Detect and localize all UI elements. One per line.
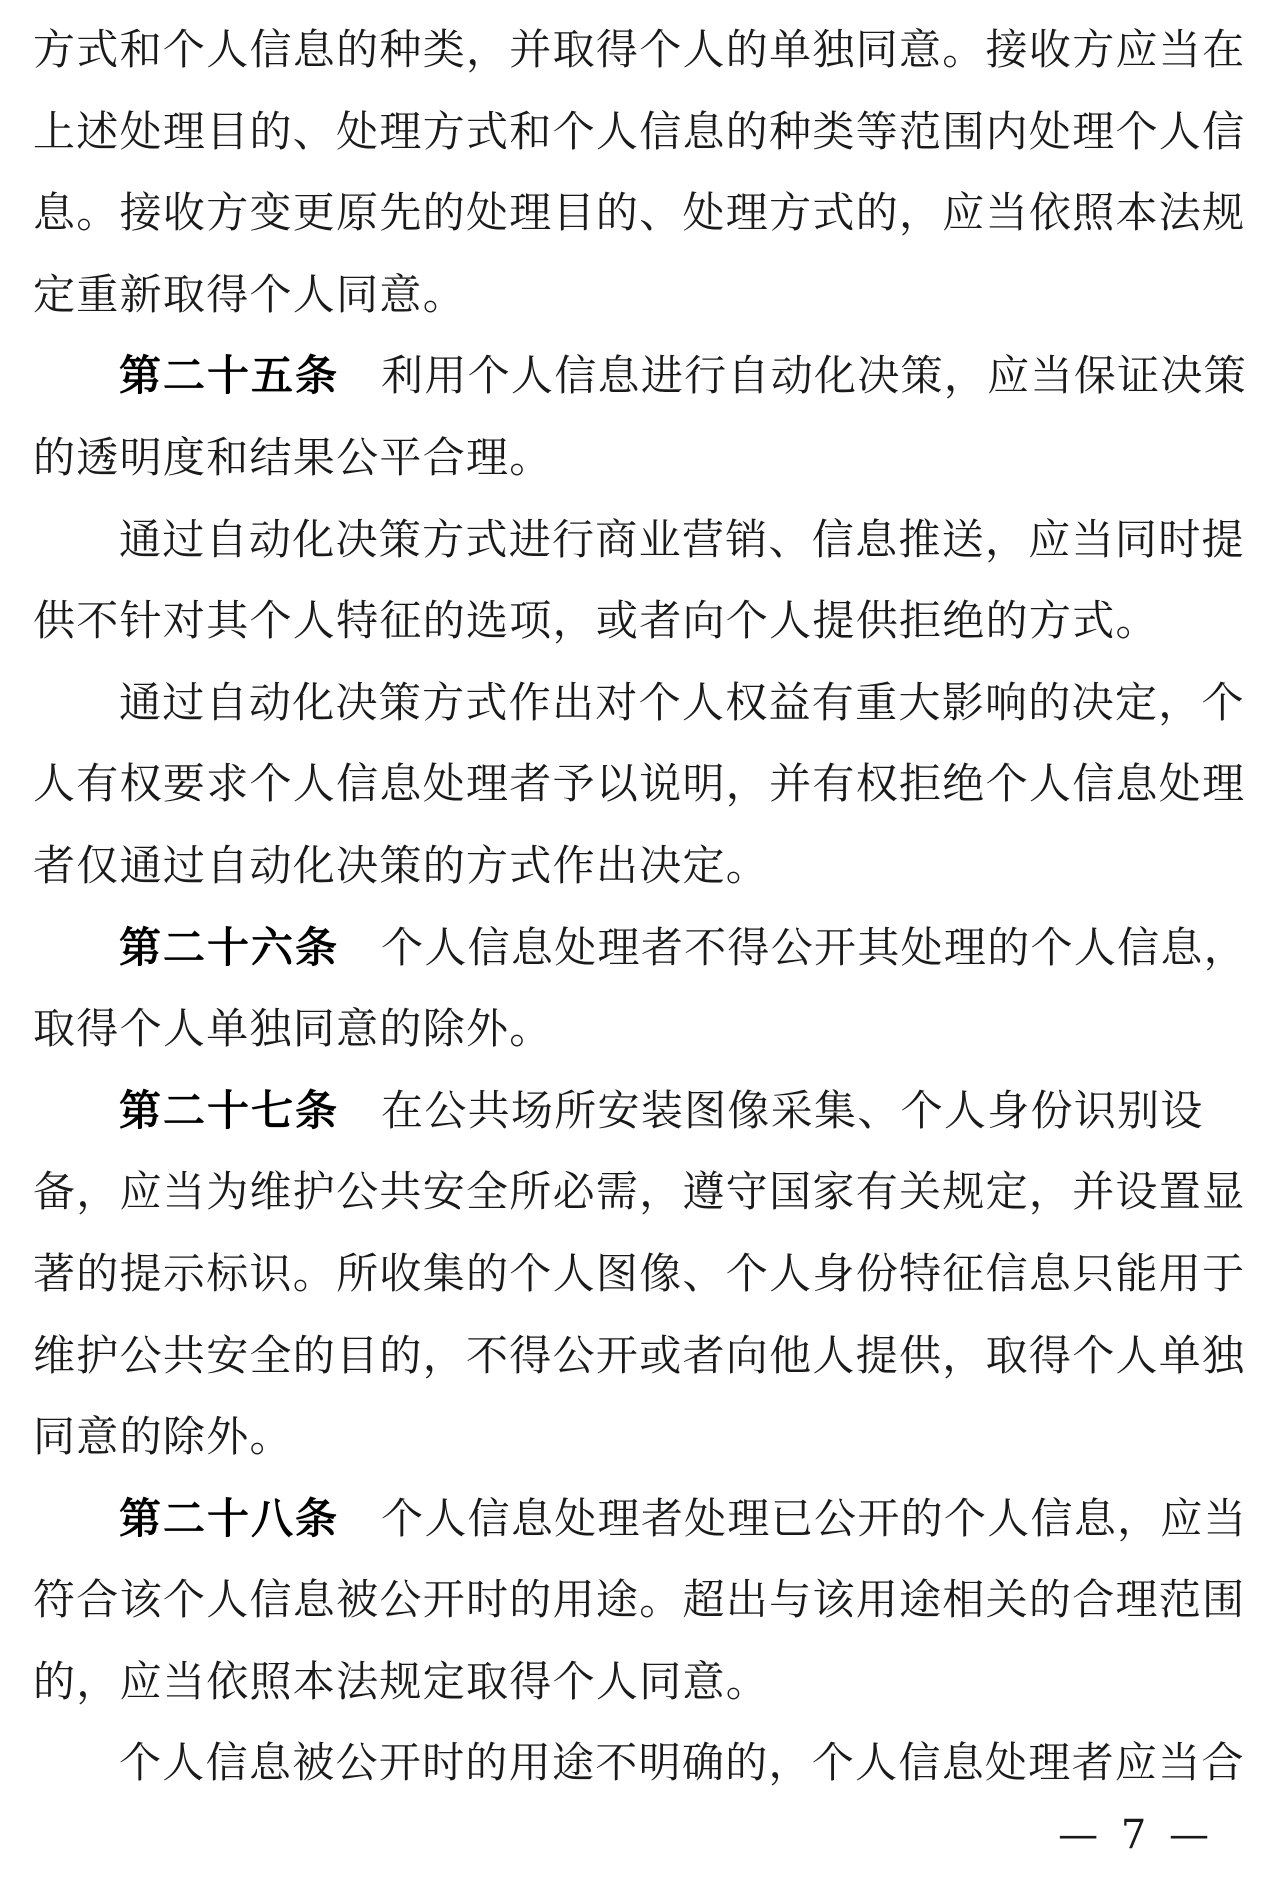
text-line xyxy=(33,1559,1245,1641)
line-text: 利用个人信息进行自动化决策，应当保证决策 xyxy=(381,351,1248,401)
text-line xyxy=(33,907,1248,989)
page-footer xyxy=(1058,1812,1214,1858)
text-line xyxy=(33,335,1248,417)
text-line xyxy=(33,1233,1245,1315)
text-line xyxy=(33,1396,1245,1478)
text-line xyxy=(33,743,1245,825)
article-number: 第二十五条 xyxy=(119,351,340,401)
line-text: 个人信息被公开时的用途不明确的，个人信息处理者应当合 xyxy=(119,1738,1245,1788)
text-line xyxy=(33,9,1245,91)
line-text: 的透明度和结果公平合理。 xyxy=(33,432,553,482)
line-text: 方式和个人信息的种类，并取得个人的单独同意。接收方应当在 xyxy=(33,25,1246,74)
line-text: 备，应当为维护公共安全所必需，遵守国家有关规定，并设置显 xyxy=(33,1167,1246,1217)
line-text: 通过自动化决策方式作出对个人权益有重大影响的决定，个 xyxy=(119,677,1245,727)
line-text: 者仅通过自动化决策的方式作出决定。 xyxy=(33,840,770,890)
text-line xyxy=(33,662,1245,744)
text-line xyxy=(33,172,1245,254)
text-line xyxy=(33,1478,1248,1560)
line-text: 定重新取得个人同意。 xyxy=(33,269,467,319)
text-line xyxy=(33,499,1245,581)
line-text: 息。接收方变更原先的处理目的、处理方式的，应当依照本法规 xyxy=(33,188,1246,238)
text-line xyxy=(33,1641,1245,1723)
page-number: — 7 — xyxy=(1058,1812,1214,1858)
line-text: 的，应当依照本法规定取得个人同意。 xyxy=(33,1656,770,1706)
text-line xyxy=(33,1070,1245,1152)
article-number: 第二十六条 xyxy=(119,922,340,972)
line-text: 人有权要求个人信息处理者予以说明，并有权拒绝个人信息处理 xyxy=(33,759,1246,809)
text-line xyxy=(33,580,1245,662)
line-text: 通过自动化决策方式进行商业营销、信息推送，应当同时提 xyxy=(119,514,1245,564)
text-line xyxy=(33,825,1245,907)
text-line xyxy=(33,417,1245,499)
line-text: 个人信息处理者不得公开其处理的个人信息， xyxy=(381,922,1248,972)
article-number: 第二十八条 xyxy=(119,1493,340,1543)
line-text: 个人信息处理者处理已公开的个人信息，应当 xyxy=(381,1493,1248,1543)
line-text: 取得个人单独同意的除外。 xyxy=(33,1004,553,1054)
text-line xyxy=(33,254,1245,336)
article-number: 第二十七条 xyxy=(119,1085,340,1135)
line-text: 在公共场所安装图像采集、个人身份识别设 xyxy=(381,1085,1204,1135)
text-line xyxy=(33,1151,1245,1233)
line-text: 符合该个人信息被公开时的用途。超出与该用途相关的合理范围 xyxy=(33,1575,1246,1625)
text-line xyxy=(33,91,1245,173)
line-text: 同意的除外。 xyxy=(33,1412,293,1462)
line-text: 维护公共安全的目的，不得公开或者向他人提供，取得个人单独 xyxy=(33,1330,1246,1380)
line-text: 著的提示标识。所收集的个人图像、个人身份特征信息只能用于 xyxy=(33,1248,1246,1298)
text-line xyxy=(33,1315,1245,1397)
line-text: 上述处理目的、处理方式和个人信息的种类等范围内处理个人信 xyxy=(33,106,1246,156)
line-text: 供不针对其个人特征的选项，或者向个人提供拒绝的方式。 xyxy=(33,596,1159,646)
text-line xyxy=(33,1722,1245,1804)
text-line xyxy=(33,988,1245,1070)
